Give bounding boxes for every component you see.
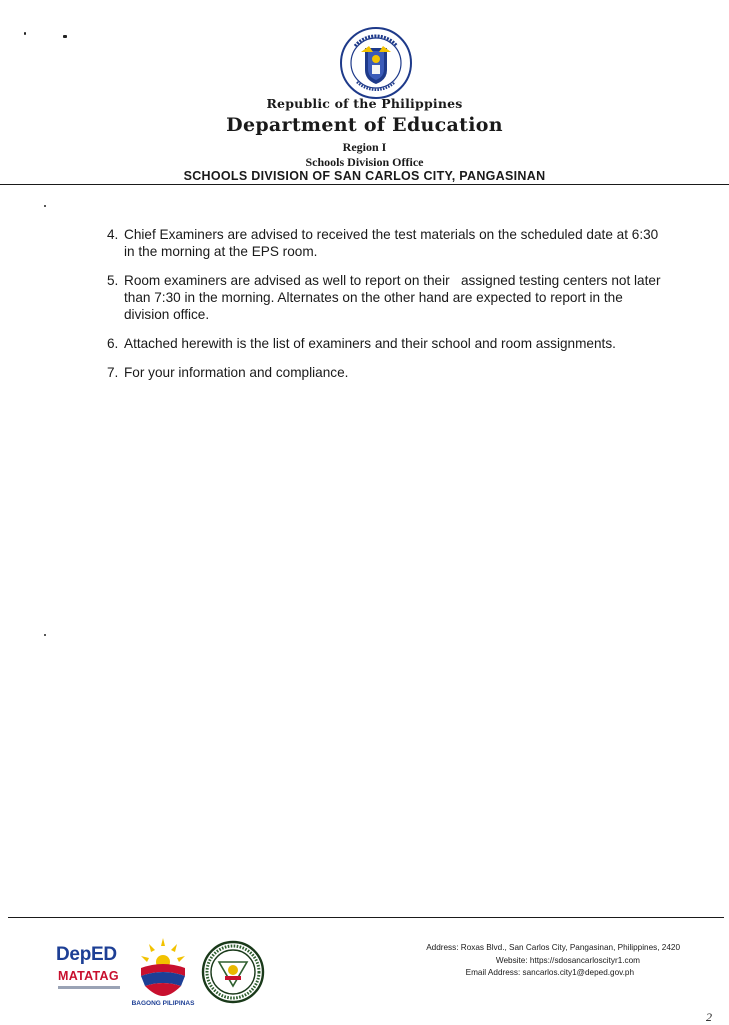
deped-matatag-logo <box>56 938 128 998</box>
scan-speck <box>44 205 46 207</box>
header-divider <box>0 184 729 185</box>
bagong-pilipinas-label: BAGONG PILIPINAS <box>131 1000 195 1007</box>
scan-speck <box>24 32 26 35</box>
sdo-san-carlos-seal-icon <box>201 940 265 1004</box>
region-label: Region I <box>342 140 387 154</box>
bagong-pilipinas-logo <box>131 934 195 1014</box>
division-label: SCHOOLS DIVISION OF SAN CARLOS CITY, PANGASINAN <box>183 169 546 183</box>
item-text: Room examiners are advised as well to report on their assigned testing centers not later than 7:30 in the morning. Alternates on the other hand are expected to report in the division office. <box>124 273 661 322</box>
memo-item-5 <box>107 272 687 323</box>
matatag-wordmark: MATATAG <box>58 969 119 983</box>
item-number: 6. <box>107 336 119 351</box>
deped-wordmark: DepED <box>56 944 117 965</box>
department-heading: Department of Education <box>226 114 503 136</box>
scan-speck <box>63 35 67 38</box>
item-number: 5. <box>107 273 119 288</box>
scan-speck <box>44 634 46 636</box>
item-number: 4. <box>107 227 119 242</box>
contact-info <box>380 942 680 980</box>
item-text: For your information and compliance. <box>124 365 349 380</box>
email-line: Email Address: sancarlos.city1@deped.gov.ph <box>465 968 634 977</box>
logo-tagline-bar <box>58 986 120 989</box>
memo-item-6 <box>107 335 687 352</box>
page-number: 2 <box>706 1010 712 1024</box>
memo-item-7 <box>107 364 687 381</box>
item-text: Attached herewith is the list of examiners and their school and room assignments. <box>124 336 616 351</box>
item-number: 7. <box>107 365 119 380</box>
item-text: Chief Examiners are advised to received the test materials on the scheduled date at 6:30 in the morning at the EPS room. <box>124 227 659 259</box>
deped-seal-icon <box>339 26 413 100</box>
footer-divider <box>8 917 724 918</box>
republic-heading: Republic of the Philippines <box>266 96 463 111</box>
bagong-pilipinas-icon <box>131 934 195 1000</box>
memo-body <box>107 226 687 393</box>
memo-item-4 <box>107 226 687 260</box>
office-label: Schools Division Office <box>305 155 424 169</box>
address-line: Address: Roxas Blvd., San Carlos City, Pangasinan, Philippines, 2420 <box>426 943 680 952</box>
website-line: Website: https://sdosancarloscityr1.com <box>495 955 640 965</box>
